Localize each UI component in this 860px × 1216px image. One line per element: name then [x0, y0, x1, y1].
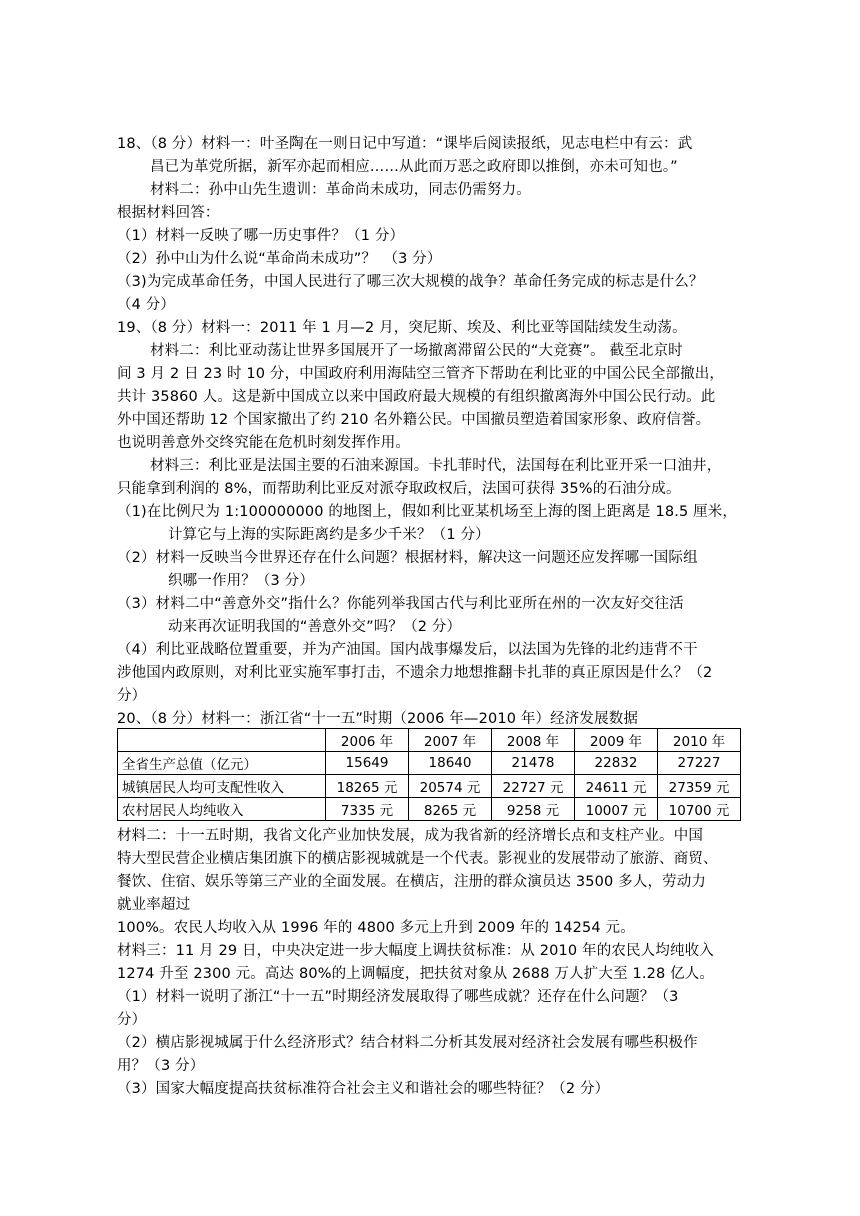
q20-line-3: 特大型民营企业横店集团旗下的横店影视城就是一个代表。影视业的发展带动了旅游、商贸、 [117, 851, 718, 867]
q19-line-7: 材料三：利比亚是法国主要的石油来源国。卡扎菲时代，法国每在利比亚开采一口油井， [150, 458, 722, 474]
q18-line-6: （2）孙中山为什么说“革命尚未成功”？ （3 分） [117, 251, 442, 267]
table-header-row [118, 729, 741, 752]
q20-line-1: 20、（8 分）材料一：浙江省“十一五”时期（2006 年—2010 年）经济发展数据 [117, 711, 639, 727]
q18-line-2: 昌已为革党所据，新军亦起而相应……从此而万恶之政府即以推倒，亦未可知也。” [150, 159, 678, 175]
q18-line-8: （4 分） [117, 297, 176, 313]
q18-line-3: 材料二：孙中山先生遗训：革命尚未成功，同志仍需努力。 [150, 182, 531, 198]
table-cell: 10007 元 [575, 798, 658, 821]
year-header: 2007 年 [409, 729, 492, 752]
q19-line-14: 动来再次证明我国的“善意外交”吗？（2 分） [168, 619, 462, 635]
table-cell: 7335 元 [326, 798, 409, 821]
year-header: 2008 年 [492, 729, 575, 752]
table-corner-cell [118, 729, 326, 752]
q19-line-2: 材料二：利比亚动荡让世界多国展开了一场撤离滞留公民的“大竞赛”。 截至北京时 [150, 343, 683, 359]
table-row [118, 752, 741, 775]
q20-line-8: 1274 升至 2300 元。高达 80%的上调幅度，把扶贫对象从 2688 万人扩大至 1.28 亿人。 [117, 966, 715, 982]
table-cell: 9258 元 [492, 798, 575, 821]
q20-line-9: （1）材料一说明了浙江“十一五”时期经济发展取得了哪些成就？还存在什么问题？（3 [117, 989, 679, 1005]
q20-line-6: 100%。农民人均收入从 1996 年的 4800 多元上升到 2009 年的 14254 元。 [117, 920, 635, 936]
q20-line-4: 餐饮、住宿、娱乐等第三产业的全面发展。在横店，注册的群众演员达 3500 多人，劳动力 [117, 874, 707, 890]
q18-line-4: 根据材料回答： [117, 205, 220, 221]
q19-line-8: 只能拿到利润的 8%，而帮助利比亚反对派夺取政权后，法国可获得 35%的石油分成。 [117, 481, 681, 497]
table-cell: 27227 [658, 752, 741, 775]
row-label: 全省生产总值（亿元） [118, 752, 326, 775]
q18-line-7: （3)为完成革命任务，中国人民进行了哪三次大规模的战争？革命任务完成的标志是什么？ [117, 274, 704, 290]
q20-line-2: 材料二：十一五时期，我省文化产业加快发展，成为我省新的经济增长点和支柱产业。中国 [117, 828, 703, 844]
table-cell: 27359 元 [658, 775, 741, 798]
q19-line-13: （3）材料二中“善意外交”指什么？你能列举我国古代与利比亚所在州的一次友好交往活 [117, 596, 684, 612]
q19-line-12: 织哪一作用？（3 分） [168, 573, 314, 589]
table-cell: 18640 [409, 752, 492, 775]
q20-line-11: （2）横店影视城属于什么经济形式？结合材料二分析其发展对经济社会发展有哪些积极作 [117, 1035, 698, 1051]
q19-line-9: （1)在比例尺为 1:100000000 的地图上，假如利比亚某机场至上海的图上距离是 18.5 厘米， [117, 504, 738, 520]
q18-line-5: （1）材料一反映了哪一历史事件？（1 分） [117, 228, 405, 244]
table-cell: 18265 元 [326, 775, 409, 798]
q20-line-10: 分） [117, 1012, 147, 1028]
q20-line-13: （3）国家大幅度提高扶贫标准符合社会主义和谐社会的哪些特征？（2 分） [117, 1081, 610, 1097]
table-cell: 10700 元 [658, 798, 741, 821]
table-cell: 20574 元 [409, 775, 492, 798]
table-cell: 8265 元 [409, 798, 492, 821]
table-row [118, 798, 741, 821]
year-header: 2006 年 [326, 729, 409, 752]
economic-data-table [117, 728, 741, 821]
table-cell: 24611 元 [575, 775, 658, 798]
year-header: 2010 年 [658, 729, 741, 752]
q18-line-1: 18、（8 分）材料一：叶圣陶在一则日记中写道：“课毕后阅读报纸，见志电栏中有云：武 [117, 136, 693, 152]
q19-line-10: 计算它与上海的实际距离约是多少千米？（1 分） [168, 527, 490, 543]
table-row [118, 775, 741, 798]
table-cell: 15649 [326, 752, 409, 775]
table-cell: 22832 [575, 752, 658, 775]
q19-line-17: 分） [117, 688, 147, 704]
row-label: 城镇居民人均可支配性收入 [118, 775, 326, 798]
year-header: 2009 年 [575, 729, 658, 752]
q19-line-3: 间 3 月 2 日 23 时 10 分，中国政府利用海陆空三管齐下帮助在利比亚的中国公民全部撤出， [117, 366, 725, 382]
q19-line-5: 外中国还帮助 12 个国家撤出了约 210 名外籍公民。中国撤员塑造着国家形象、政府信誉。 [117, 412, 711, 428]
q19-line-4: 共计 35860 人。这是新中国成立以来中国政府最大规模的有组织撤离海外中国公民行动。此 [117, 389, 716, 405]
table-cell: 22727 元 [492, 775, 575, 798]
q20-line-7: 材料三：11 月 29 日，中央决定进一步大幅度上调扶贫标准：从 2010 年的农民人均纯收入 [117, 943, 714, 959]
table-cell: 21478 [492, 752, 575, 775]
q20-line-12: 用？（3 分） [117, 1058, 205, 1074]
q19-line-15: （4）利比亚战略位置重要，并为产油国。国内战事爆发后，以法国为先锋的北约违背不干 [117, 642, 698, 658]
q19-line-1: 19、（8 分）材料一：2011 年 1 月—2 月，突尼斯、埃及、利比亚等国陆续发生动荡。 [117, 320, 687, 336]
q19-line-6: 也说明善意外交终究能在危机时刻发挥作用。 [117, 435, 410, 451]
q19-line-16: 涉他国内政原则，对利比亚实施军事打击，不遗余力地想推翻卡扎菲的真正原因是什么？（2 [117, 665, 713, 681]
q19-line-11: （2）材料一反映当今世界还存在什么问题？根据材料，解决这一问题还应发挥哪一国际组 [117, 550, 698, 566]
row-label: 农村居民人均纯收入 [118, 798, 326, 821]
q20-line-5: 就业率超过 [117, 897, 191, 913]
